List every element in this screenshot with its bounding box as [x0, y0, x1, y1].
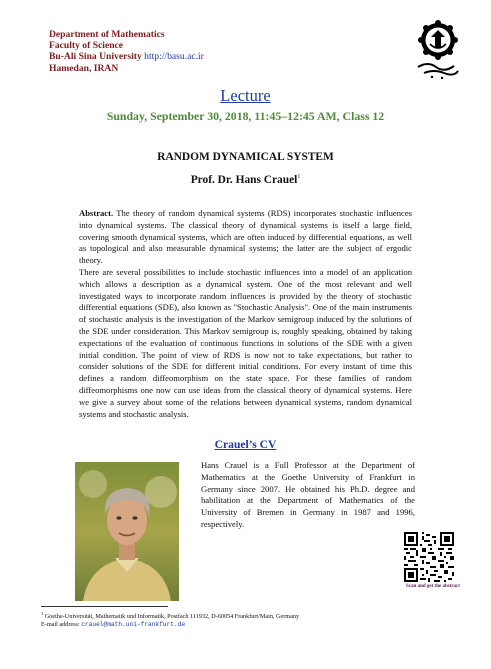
footnote-marker: 1 — [297, 174, 301, 181]
speaker-name: Prof. Dr. Hans Crauel$^1$ — [190, 174, 301, 186]
footnote-number: 1 — [41, 611, 44, 616]
abstract-label: Abstract. — [79, 208, 114, 218]
footnote — [41, 610, 441, 630]
university-emblem-icon — [410, 17, 466, 83]
speaker-photo — [75, 462, 179, 601]
email-label: E-mail address: — [41, 621, 82, 629]
qr-caption: Scan and get the abstract — [406, 584, 460, 589]
cv-heading: Crauel’s CV — [214, 438, 277, 451]
abstract-paragraph: There are several possibilities to include stochastic influences into a model of an application which allows a description as a dynamical system. One of the most relevant and well investigated ways to incorporate random influences is provided by the theory of stochastic differential equations (SDE), also known as "Stochastic Analysis". One of the main instruments of stochastic analysis is the investigation of the Markov semigroup induced by the solutions of the SDE under consideration. This Markov semigroup is, roughly speaking, obtained by taking expectations of the evaluation of continuous functions in solutions of the SDE with a given initial condition. The point of view of RDS is now not to take expectations, but rather to consider solutions of the SDE for different initial conditions. For every instant of time this defines a random diffeomorphism on the state space. For these families of random diffeomorphisms one now can use ideas from the classical theory of dynamical systems. Here we give a survey about some of the relations between dynamical systems, random dynamical systems and stochastic analysis. — [79, 266, 412, 419]
qr-code-icon[interactable] — [404, 532, 454, 582]
footnote-email-line — [41, 621, 441, 629]
email-link[interactable]: crauel@math.uni-frankfurt.de — [81, 621, 186, 629]
footnote-affiliation: $^1$ Goethe-Universität, Mathematik und Informatik, Postfach 111932, D-60054 Frankfurt/Main, Germany — [41, 611, 300, 621]
university-url[interactable]: http://basu.ac.ir — [144, 51, 204, 63]
abstract-paragraph: Abstract. The theory of random dynamical systems (RDS) incorporates stochastic influences into dynamical systems. The classical theory of dynamical systems is itself a large field, covering smooth dynamical systems, which are often induced by differential equations, as well as topological and also measurable dynamical systems; the latter are the subject of ergodic theory. — [79, 208, 412, 266]
department-name: Department of Mathematics — [49, 29, 165, 40]
lecture-heading: Lecture — [220, 86, 271, 105]
city-country: Hamedan, IRAN — [49, 62, 119, 74]
abstract-block — [79, 208, 412, 420]
faculty-name: Faculty of Science — [49, 40, 124, 52]
footnote-rule — [41, 606, 168, 607]
speaker-bio: Hans Crauel is a Full Professor at the Department of Mathematics at the Goethe University of Frankfurt in Germany since 2007. He obtained his Ph.D. degree and habilitation at the Department of Mathematics of the University of Bremen in Germany in 1987 and 1996, respectively. — [201, 460, 415, 529]
department-header — [49, 29, 349, 74]
university-name: Bu-Ali Sina University — [49, 51, 142, 63]
talk-title: RANDOM DYNAMICAL SYSTEM — [157, 151, 334, 163]
lecture-datetime: Sunday, September 30, 2018, 11:45–12:45 AM, Class 12 — [106, 109, 385, 123]
university-line — [49, 51, 349, 62]
